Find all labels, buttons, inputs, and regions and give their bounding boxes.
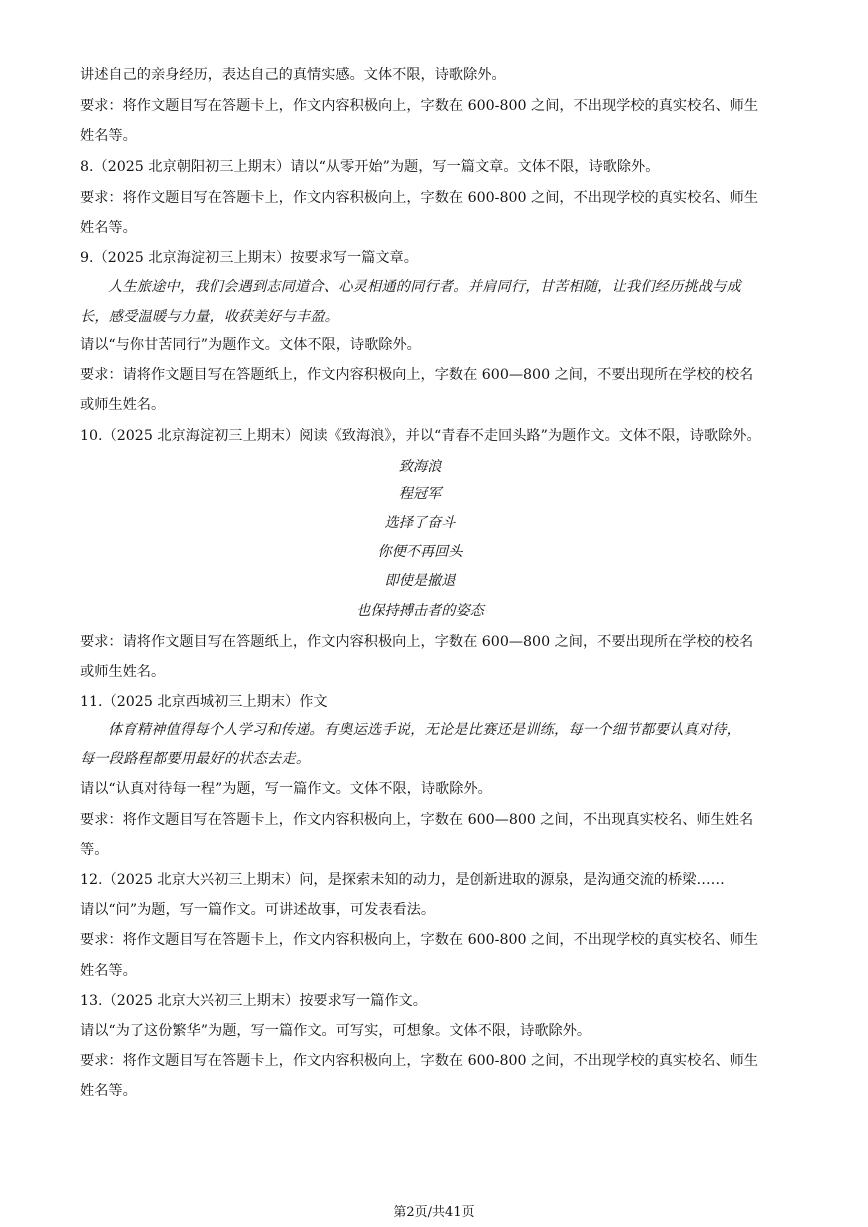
text-line: 请以“问”为题，写一篇作文。可讲述故事，可发表看法。 [80,902,436,918]
text-line: 或师生姓名。 [80,397,166,413]
text-line: 要求：将作文题目写在答题卡上，作文内容积极向上，字数在 600-800 之间，不出现学校的真实校名、师生 [80,1053,759,1069]
prompt-text: 长，感受温暖与力量，收获美好与丰盈。 [80,309,339,325]
text-line: 姓名等。 [80,1083,137,1099]
text-line: 请以“与你甘苦同行”为题作文。文体不限，诗歌除外。 [80,337,421,353]
poem-line: 选择了奋斗 [384,515,456,531]
poem-line: 也保持搏击者的姿态 [356,603,484,619]
poem-title: 致海浪 [398,459,442,475]
poem-line: 你便不再回头 [377,544,463,560]
text-line: 姓名等。 [80,128,137,144]
text-line: 要求：请将作文题目写在答题纸上，作文内容积极向上，字数在 600—800 之间，不要出现所在学校的校名 [80,634,754,650]
question-12-heading: 12.（2025 北京大兴初三上期末）问，是探索未知的动力，是创新进取的源泉，是沟通交流的桥梁…… [80,872,725,888]
question-9-heading: 9.（2025 北京海淀初三上期末）按要求写一篇文章。 [80,250,418,266]
question-13-heading: 13.（2025 北京大兴初三上期末）按要求写一篇作文。 [80,993,427,1009]
prompt-text: 人生旅途中，我们会遇到志同道合、心灵相通的同行者。并肩同行，甘苦相随，让我们经历挑战与成 [108,279,742,295]
prompt-text: 体育精神值得每个人学习和传递。有奥运选手说，无论是比赛还是训练，每一个细节都要认真对待， [108,722,742,738]
text-line: 要求：将作文题目写在答题卡上，作文内容积极向上，字数在 600-800 之间，不出现学校的真实校名、师生 [80,98,759,114]
question-10-heading: 10.（2025 北京海淀初三上期末）阅读《致海浪》，并以“青春不走回头路”为题作文。文体不限，诗歌除外。 [80,428,761,444]
text-line: 请以“认真对待每一程”为题，写一篇作文。文体不限，诗歌除外。 [80,781,492,797]
text-line: 要求：请将作文题目写在答题纸上，作文内容积极向上，字数在 600—800 之间，不要出现所在学校的校名 [80,367,754,383]
text-line: 等。 [80,842,109,858]
text-line: 要求：将作文题目写在答题卡上，作文内容积极向上，字数在 600-800 之间，不出现学校的真实校名、师生 [80,190,759,206]
text-line: 要求：将作文题目写在答题卡上，作文内容积极向上，字数在 600—800 之间，不出现真实校名、师生姓名 [80,812,754,828]
text-line: 要求：将作文题目写在答题卡上，作文内容积极向上，字数在 600-800 之间，不出现学校的真实校名、师生 [80,932,759,948]
poem-author: 程冠军 [398,486,442,502]
page-number: 第2页/共41页 [393,1205,475,1220]
text-line: 讲述自己的亲身经历，表达自己的真情实感。文体不限，诗歌除外。 [80,67,506,83]
poem-line: 即使是撤退 [384,573,456,589]
prompt-text: 每一段路程都要用最好的状态去走。 [80,751,311,767]
question-11-heading: 11.（2025 北京西城初三上期末）作文 [80,694,328,710]
text-line: 或师生姓名。 [80,664,166,680]
text-line: 姓名等。 [80,220,137,236]
text-line: 姓名等。 [80,963,137,979]
question-8-heading: 8.（2025 北京朝阳初三上期末）请以“从零开始”为题，写一篇文章。文体不限，诗歌除外。 [80,159,660,175]
text-line: 请以“为了这份繁华”为题，写一篇作文。可写实，可想象。文体不限，诗歌除外。 [80,1023,592,1039]
